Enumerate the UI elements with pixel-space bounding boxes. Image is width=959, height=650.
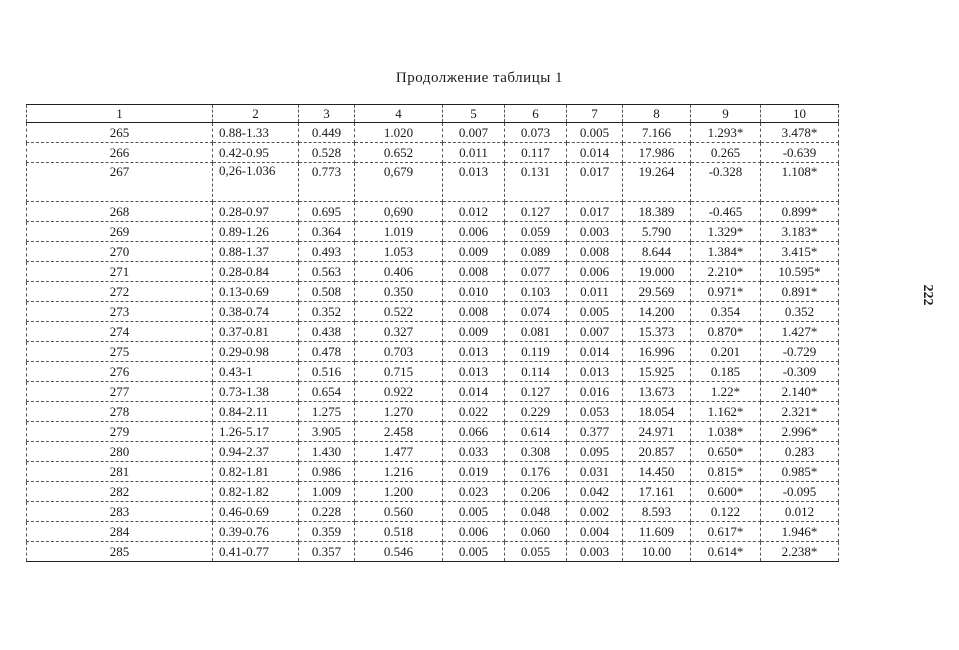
table-cell: 0.017 bbox=[567, 202, 623, 222]
column-header: 6 bbox=[505, 105, 567, 123]
table-cell: -0.729 bbox=[761, 342, 839, 362]
table-cell: 0.114 bbox=[505, 362, 567, 382]
table-cell: 0.022 bbox=[443, 402, 505, 422]
table-row bbox=[27, 402, 839, 422]
table-cell: 1.053 bbox=[355, 242, 443, 262]
table-cell: 2.238* bbox=[761, 542, 839, 562]
table-cell: -0.639 bbox=[761, 143, 839, 163]
table-cell: 0.528 bbox=[299, 143, 355, 163]
row-number-cell: 273 bbox=[27, 302, 213, 322]
table-cell: 0.265 bbox=[691, 143, 761, 163]
table-cell: 0.327 bbox=[355, 322, 443, 342]
table-cell: 0.089 bbox=[505, 242, 567, 262]
table-cell: 0,26-1.036 bbox=[213, 163, 299, 202]
table-cell: 3.478* bbox=[761, 123, 839, 143]
table-cell: 1.22* bbox=[691, 382, 761, 402]
table-cell: 0.228 bbox=[299, 502, 355, 522]
table-row bbox=[27, 163, 839, 202]
table-cell: 1.019 bbox=[355, 222, 443, 242]
table-cell: 0.012 bbox=[443, 202, 505, 222]
table-cell: 1.038* bbox=[691, 422, 761, 442]
table-cell: 0.354 bbox=[691, 302, 761, 322]
table-cell: 0.38-0.74 bbox=[213, 302, 299, 322]
table-cell: 0.119 bbox=[505, 342, 567, 362]
table-cell: 0.017 bbox=[567, 163, 623, 202]
table-cell: 0.014 bbox=[443, 382, 505, 402]
table-cell: 0.122 bbox=[691, 502, 761, 522]
table-cell: 3.905 bbox=[299, 422, 355, 442]
table-cell: 0.077 bbox=[505, 262, 567, 282]
table-cell: 0.283 bbox=[761, 442, 839, 462]
table-cell: 1.293* bbox=[691, 123, 761, 143]
table-cell: 1.009 bbox=[299, 482, 355, 502]
table-cell: 5.790 bbox=[623, 222, 691, 242]
table-cell: 15.925 bbox=[623, 362, 691, 382]
table-row bbox=[27, 502, 839, 522]
column-header: 9 bbox=[691, 105, 761, 123]
table-cell: 0.005 bbox=[443, 502, 505, 522]
table-cell: 0.005 bbox=[567, 123, 623, 143]
table-cell: 29.569 bbox=[623, 282, 691, 302]
table-cell: 0.617* bbox=[691, 522, 761, 542]
table-cell: 0.006 bbox=[567, 262, 623, 282]
table-cell: 0.008 bbox=[443, 262, 505, 282]
row-number-cell: 275 bbox=[27, 342, 213, 362]
table-cell: 13.673 bbox=[623, 382, 691, 402]
table-cell: 0.013 bbox=[443, 342, 505, 362]
table-cell: 0.986 bbox=[299, 462, 355, 482]
row-number-cell: 280 bbox=[27, 442, 213, 462]
table-cell: 0.014 bbox=[567, 342, 623, 362]
table-row bbox=[27, 322, 839, 342]
row-number-cell: 285 bbox=[27, 542, 213, 562]
page-number: 222 bbox=[920, 284, 935, 306]
table-row bbox=[27, 282, 839, 302]
row-number-cell: 272 bbox=[27, 282, 213, 302]
table-cell: 0.131 bbox=[505, 163, 567, 202]
column-header: 5 bbox=[443, 105, 505, 123]
table-cell: 0.28-0.84 bbox=[213, 262, 299, 282]
row-number-cell: 267 bbox=[27, 163, 213, 202]
table-cell: 0.127 bbox=[505, 202, 567, 222]
table-row bbox=[27, 262, 839, 282]
table-cell: 0.94-2.37 bbox=[213, 442, 299, 462]
table-cell: 0.493 bbox=[299, 242, 355, 262]
table-cell: 0.560 bbox=[355, 502, 443, 522]
table-cell: 0.074 bbox=[505, 302, 567, 322]
table-cell: 0.073 bbox=[505, 123, 567, 143]
table-cell: 0,679 bbox=[355, 163, 443, 202]
table-cell: 0.29-0.98 bbox=[213, 342, 299, 362]
table-cell: 0.042 bbox=[567, 482, 623, 502]
column-header: 10 bbox=[761, 105, 839, 123]
table-cell: 8.644 bbox=[623, 242, 691, 262]
table-cell: 0.695 bbox=[299, 202, 355, 222]
table-caption: Продолжение таблицы 1 bbox=[395, 70, 564, 86]
table-cell: 0.73-1.38 bbox=[213, 382, 299, 402]
column-header: 8 bbox=[623, 105, 691, 123]
table-cell: 14.200 bbox=[623, 302, 691, 322]
table-row bbox=[27, 222, 839, 242]
row-number-cell: 277 bbox=[27, 382, 213, 402]
table-cell: 0.023 bbox=[443, 482, 505, 502]
table-cell: -0.095 bbox=[761, 482, 839, 502]
table-row bbox=[27, 382, 839, 402]
table-cell: 0.449 bbox=[299, 123, 355, 143]
row-number-cell: 266 bbox=[27, 143, 213, 163]
table-cell: 14.450 bbox=[623, 462, 691, 482]
table-cell: 2.140* bbox=[761, 382, 839, 402]
table-cell: 0.350 bbox=[355, 282, 443, 302]
table-cell: 10.00 bbox=[623, 542, 691, 562]
table-cell: 0.13-0.69 bbox=[213, 282, 299, 302]
table-cell: 0.352 bbox=[299, 302, 355, 322]
table-cell: 0.518 bbox=[355, 522, 443, 542]
row-number-cell: 270 bbox=[27, 242, 213, 262]
table-cell: 2.321* bbox=[761, 402, 839, 422]
table-cell: 0.095 bbox=[567, 442, 623, 462]
table-cell: 0.176 bbox=[505, 462, 567, 482]
table-cell: 0.773 bbox=[299, 163, 355, 202]
table-cell: 0.206 bbox=[505, 482, 567, 502]
table-cell: 0.006 bbox=[443, 522, 505, 542]
table-cell: 0.031 bbox=[567, 462, 623, 482]
table-row bbox=[27, 442, 839, 462]
table-cell: 0.715 bbox=[355, 362, 443, 382]
column-header: 7 bbox=[567, 105, 623, 123]
table-cell: 0,690 bbox=[355, 202, 443, 222]
table-cell: 0.003 bbox=[567, 222, 623, 242]
table-cell: 0.002 bbox=[567, 502, 623, 522]
table-cell: 0.364 bbox=[299, 222, 355, 242]
table-cell: -0.328 bbox=[691, 163, 761, 202]
table-cell: 19.000 bbox=[623, 262, 691, 282]
table-cell: 0.88-1.37 bbox=[213, 242, 299, 262]
table-cell: 0.614* bbox=[691, 542, 761, 562]
column-header: 4 bbox=[355, 105, 443, 123]
row-number-cell: 274 bbox=[27, 322, 213, 342]
table-cell: 0.359 bbox=[299, 522, 355, 542]
row-number-cell: 279 bbox=[27, 422, 213, 442]
table-row bbox=[27, 482, 839, 502]
table-cell: 1.216 bbox=[355, 462, 443, 482]
table-cell: 0.89-1.26 bbox=[213, 222, 299, 242]
table-body bbox=[27, 123, 839, 562]
table-cell: 2.210* bbox=[691, 262, 761, 282]
row-number-cell: 268 bbox=[27, 202, 213, 222]
table-cell: 0.117 bbox=[505, 143, 567, 163]
table-cell: 11.609 bbox=[623, 522, 691, 542]
table-cell: 0.127 bbox=[505, 382, 567, 402]
row-number-cell: 265 bbox=[27, 123, 213, 143]
table-cell: 0.43-1 bbox=[213, 362, 299, 382]
table-cell: 24.971 bbox=[623, 422, 691, 442]
table-cell: 0.008 bbox=[443, 302, 505, 322]
table-cell: 0.508 bbox=[299, 282, 355, 302]
table-cell: 1.200 bbox=[355, 482, 443, 502]
row-number-cell: 283 bbox=[27, 502, 213, 522]
table-cell: 0.654 bbox=[299, 382, 355, 402]
table-cell: 0.703 bbox=[355, 342, 443, 362]
table-cell: 0.201 bbox=[691, 342, 761, 362]
table-cell: 0.005 bbox=[443, 542, 505, 562]
table-cell: 0.011 bbox=[443, 143, 505, 163]
table-cell: 0.013 bbox=[567, 362, 623, 382]
table-cell: 18.389 bbox=[623, 202, 691, 222]
table-cell: 18.054 bbox=[623, 402, 691, 422]
table-cell: 0.82-1.81 bbox=[213, 462, 299, 482]
table-cell: 3.415* bbox=[761, 242, 839, 262]
table-cell: 0.84-2.11 bbox=[213, 402, 299, 422]
table-cell: 8.593 bbox=[623, 502, 691, 522]
table-cell: 0.891* bbox=[761, 282, 839, 302]
table-cell: -0.465 bbox=[691, 202, 761, 222]
table-cell: 0.053 bbox=[567, 402, 623, 422]
table-cell: 0.614 bbox=[505, 422, 567, 442]
table-cell: 0.522 bbox=[355, 302, 443, 322]
table-cell: 17.986 bbox=[623, 143, 691, 163]
table-cell: 1.275 bbox=[299, 402, 355, 422]
table-row bbox=[27, 522, 839, 542]
table-cell: 16.996 bbox=[623, 342, 691, 362]
table-cell: 7.166 bbox=[623, 123, 691, 143]
column-header: 2 bbox=[213, 105, 299, 123]
table-cell: 0.28-0.97 bbox=[213, 202, 299, 222]
table-cell: 0.42-0.95 bbox=[213, 143, 299, 163]
table-cell: 0.033 bbox=[443, 442, 505, 462]
table-cell: 0.066 bbox=[443, 422, 505, 442]
table-cell: 0.546 bbox=[355, 542, 443, 562]
table-cell: 0.985* bbox=[761, 462, 839, 482]
table-cell: 0.059 bbox=[505, 222, 567, 242]
table-cell: 3.183* bbox=[761, 222, 839, 242]
table-cell: 0.870* bbox=[691, 322, 761, 342]
table-cell: 0.37-0.81 bbox=[213, 322, 299, 342]
table-cell: 1.946* bbox=[761, 522, 839, 542]
table-cell: 20.857 bbox=[623, 442, 691, 462]
column-header: 3 bbox=[299, 105, 355, 123]
table-cell: 0.013 bbox=[443, 362, 505, 382]
row-number-cell: 269 bbox=[27, 222, 213, 242]
row-number-cell: 281 bbox=[27, 462, 213, 482]
table-cell: 0.004 bbox=[567, 522, 623, 542]
table-cell: 1.162* bbox=[691, 402, 761, 422]
table-cell: 0.46-0.69 bbox=[213, 502, 299, 522]
table-cell: 0.048 bbox=[505, 502, 567, 522]
table-row bbox=[27, 302, 839, 322]
table-cell: 2.458 bbox=[355, 422, 443, 442]
table-cell: 1.020 bbox=[355, 123, 443, 143]
table-cell: 0.016 bbox=[567, 382, 623, 402]
table-cell: 19.264 bbox=[623, 163, 691, 202]
table-row bbox=[27, 542, 839, 562]
table-cell: 1.26-5.17 bbox=[213, 422, 299, 442]
table-cell: 0.060 bbox=[505, 522, 567, 542]
table-cell: 0.357 bbox=[299, 542, 355, 562]
table-cell: 0.922 bbox=[355, 382, 443, 402]
table-cell: 1.329* bbox=[691, 222, 761, 242]
table-cell: 1.427* bbox=[761, 322, 839, 342]
table-cell: 0.899* bbox=[761, 202, 839, 222]
table-row bbox=[27, 342, 839, 362]
table-cell: 1.477 bbox=[355, 442, 443, 462]
table-cell: 0.652 bbox=[355, 143, 443, 163]
table-cell: 0.011 bbox=[567, 282, 623, 302]
table-cell: 0.478 bbox=[299, 342, 355, 362]
table-cell: 0.081 bbox=[505, 322, 567, 342]
row-number-cell: 278 bbox=[27, 402, 213, 422]
table-cell: 0.010 bbox=[443, 282, 505, 302]
table-cell: 0.563 bbox=[299, 262, 355, 282]
table-cell: 0.008 bbox=[567, 242, 623, 262]
table-cell: 0.009 bbox=[443, 242, 505, 262]
table-row bbox=[27, 202, 839, 222]
table-cell: 0.650* bbox=[691, 442, 761, 462]
table-cell: 0.39-0.76 bbox=[213, 522, 299, 542]
table-cell: 0.005 bbox=[567, 302, 623, 322]
table-cell: 0.600* bbox=[691, 482, 761, 502]
table-cell: 1.270 bbox=[355, 402, 443, 422]
row-number-cell: 276 bbox=[27, 362, 213, 382]
table-cell: 0.971* bbox=[691, 282, 761, 302]
table-cell: 2.996* bbox=[761, 422, 839, 442]
table-cell: 0.82-1.82 bbox=[213, 482, 299, 502]
table-row bbox=[27, 422, 839, 442]
row-number-cell: 284 bbox=[27, 522, 213, 542]
table-cell: 0.014 bbox=[567, 143, 623, 163]
table-cell: 0.438 bbox=[299, 322, 355, 342]
table-cell: -0.309 bbox=[761, 362, 839, 382]
table-cell: 0.003 bbox=[567, 542, 623, 562]
table-row bbox=[27, 143, 839, 163]
row-number-cell: 271 bbox=[27, 262, 213, 282]
table-cell: 0.815* bbox=[691, 462, 761, 482]
table-cell: 0.41-0.77 bbox=[213, 542, 299, 562]
table-cell: 0.055 bbox=[505, 542, 567, 562]
table-cell: 0.88-1.33 bbox=[213, 123, 299, 143]
table-cell: 0.103 bbox=[505, 282, 567, 302]
table-row bbox=[27, 123, 839, 143]
table-cell: 0.406 bbox=[355, 262, 443, 282]
data-table bbox=[26, 104, 839, 562]
table-cell: 0.009 bbox=[443, 322, 505, 342]
table-cell: 1.384* bbox=[691, 242, 761, 262]
table-cell: 10.595* bbox=[761, 262, 839, 282]
table-cell: 0.006 bbox=[443, 222, 505, 242]
table-cell: 0.352 bbox=[761, 302, 839, 322]
table-cell: 1.430 bbox=[299, 442, 355, 462]
table-cell: 0.012 bbox=[761, 502, 839, 522]
table-cell: 0.013 bbox=[443, 163, 505, 202]
table-cell: 0.516 bbox=[299, 362, 355, 382]
table-row bbox=[27, 362, 839, 382]
table-cell: 0.377 bbox=[567, 422, 623, 442]
table-cell: 0.019 bbox=[443, 462, 505, 482]
table-row bbox=[27, 462, 839, 482]
table-row bbox=[27, 242, 839, 262]
table-cell: 17.161 bbox=[623, 482, 691, 502]
table-cell: 0.308 bbox=[505, 442, 567, 462]
header-row bbox=[27, 105, 839, 123]
column-header: 1 bbox=[27, 105, 213, 123]
row-number-cell: 282 bbox=[27, 482, 213, 502]
table-cell: 1.108* bbox=[761, 163, 839, 202]
table-cell: 0.229 bbox=[505, 402, 567, 422]
table-cell: 0.185 bbox=[691, 362, 761, 382]
table-cell: 0.007 bbox=[567, 322, 623, 342]
table-cell: 15.373 bbox=[623, 322, 691, 342]
table-cell: 0.007 bbox=[443, 123, 505, 143]
